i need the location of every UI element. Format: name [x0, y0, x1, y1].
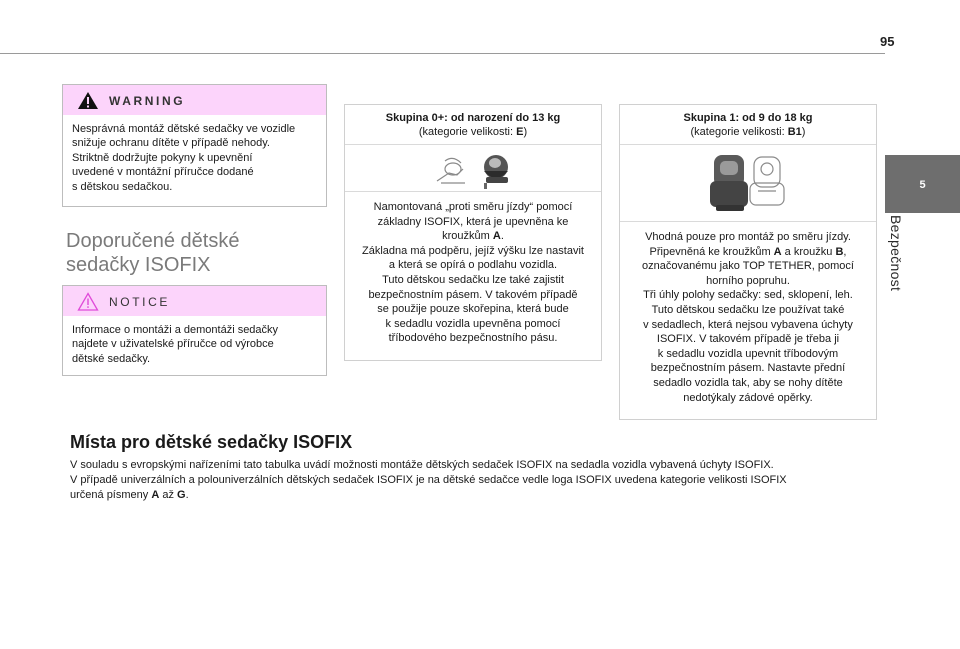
header-rule [0, 53, 885, 54]
notice-label: NOTICE [109, 295, 170, 309]
notice-header [63, 286, 326, 316]
group1-image [620, 145, 876, 222]
isofix-heading: Místa pro dětské sedačky ISOFIX [70, 432, 353, 452]
baby-carrier-illustration [345, 145, 601, 191]
group0-description: Namontovaná „proti směru jízdy“ pomocí základny ISOFIX, která je upevněna ke kroužkům A. Základna má podpěru, jejíž výšku lze nastavit a která se opírá o podlahu vozidla. Tuto dětskou sedačku lze také zajistit bezpečnostním pásem. V takovém případě se použije pouze skořepina, která bude k sedadlu vozidla upevněna pomocí tříbodového bezpečnostního pásu. [362, 201, 584, 345]
warning-label: WARNING [109, 94, 186, 108]
warning-header [63, 85, 326, 115]
warning-box [62, 84, 327, 207]
child-seat-illustration [620, 145, 876, 221]
group0-title: Skupina 0+: od narození do 13 kg (kategorie velikosti: E) [345, 105, 601, 145]
warning-icon [77, 91, 99, 110]
group1-description: Vhodná pouze pro montáž po směru jízdy. Připevněná ke kroužkům A a kroužku B, označovanému jako TOP TETHER, pomocí horního popruhu. Tři úhly polohy sedačky: sed, sklopení, leh. Tuto dětskou sedačku lze používat také v sedadlech, která nejsou vybavena úchyty ISOFIX. V takovém případě je třeba ji k sedadlu vozidla upevnit tříbodovým bezpečnostním pásem. Nastavte přední sedadlo vozidla tak, aby se nohy dítěte nedotýkaly zádové opěrky. [642, 231, 854, 404]
chapter-tab[interactable] [885, 155, 960, 213]
chapter-number: 5 [919, 179, 926, 191]
group0-image [345, 145, 601, 192]
page-number: 95 [880, 34, 895, 49]
section-heading: Doporučené dětské sedačky ISOFIX [66, 230, 240, 276]
isofix-paragraph: V souladu s evropskými nařízeními tato tabulka uvádí možnosti montáže dětských sedaček ISOFIX na sedadla vozidla vybavená úchyty ISOFIX. V případě univerzálních a polouniverzálních dětských sedaček ISOFIX je na dětské sedačce vedle loga ISOFIX uvedena kategorie velikosti ISOFIX určená písmeny A až G. [70, 459, 787, 501]
group1-card [619, 104, 877, 420]
group0-card [344, 104, 602, 361]
warning-text: Nesprávná montáž dětské sedačky ve vozidle snižuje ochranu dítěte v případě nehody. Striktně dodržujte pokyny k upevnění uvedené v montážní příručce dodané s dětskou sedačkou. [72, 123, 296, 193]
notice-text: Informace o montáži a demontáži sedačky najdete v uživatelské příručce od výrobce dětské sedačky. [72, 324, 279, 365]
group1-title: Skupina 1: od 9 do 18 kg (kategorie velikosti: B1) [620, 105, 876, 145]
chapter-label: Bezpečnost [888, 215, 904, 292]
notice-box [62, 285, 327, 376]
notice-icon [77, 292, 99, 311]
